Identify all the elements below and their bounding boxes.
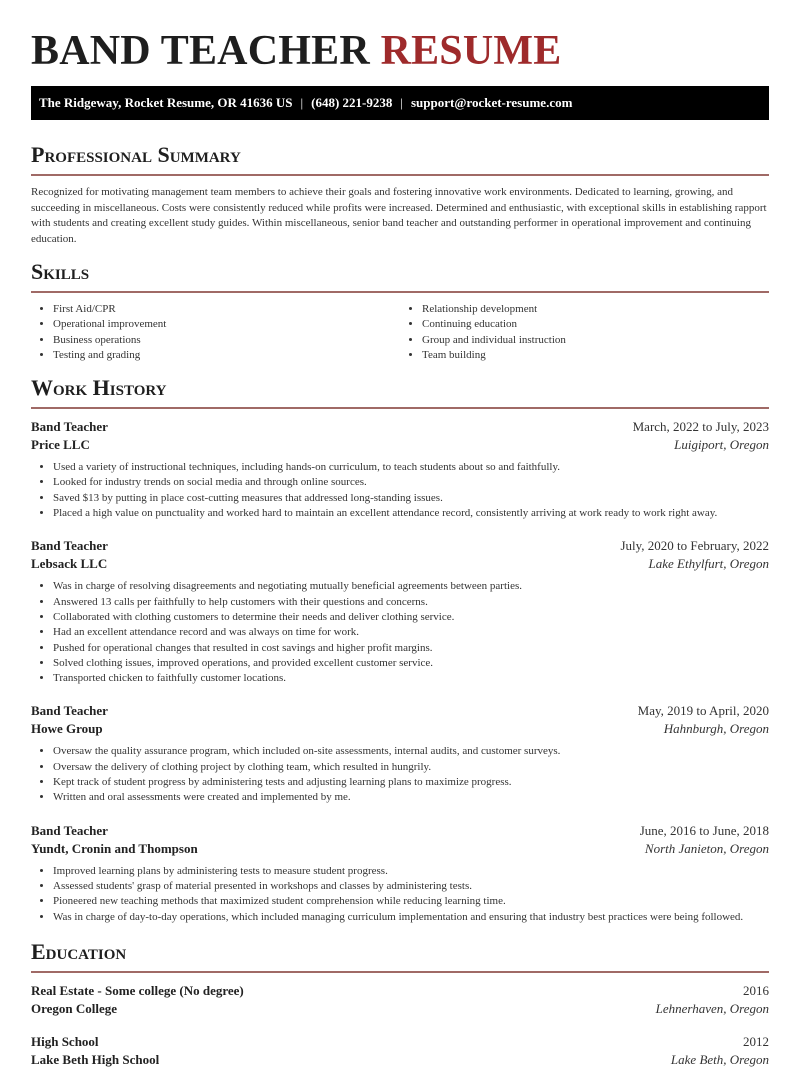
section-heading: Professional Summary: [31, 142, 241, 167]
section-heading: Skills: [31, 259, 90, 284]
skill-item: • Group and individual instruction: [422, 333, 769, 348]
job-dates: March, 2022 to July, 2023: [632, 419, 769, 435]
contact-bar: [31, 86, 769, 120]
job-bullet: • Oversaw the quality assurance program, which included on-site assessments, internal audits, and customer surveys.: [53, 744, 769, 759]
job-bullet: • Assessed students' grasp of material presented in workshops and classes by administering tests.: [53, 879, 769, 894]
job-dates: May, 2019 to April, 2020: [637, 703, 769, 719]
job-bullet: • Solved clothing issues, improved operations, and provided excellent customer service.: [53, 656, 769, 671]
education-location: Lehnerhaven, Oregon: [655, 1000, 769, 1016]
education-entry: [31, 1033, 769, 1069]
job-title: Band Teacher: [31, 419, 108, 435]
work-history-section: [31, 375, 769, 925]
job-bullets: [31, 460, 769, 521]
skills-list-right: [400, 302, 769, 363]
job-bullet: • Collaborated with clothing customers to determine their needs and deliver clothing service.: [53, 610, 769, 625]
contact-phone: (648) 221-9238: [311, 95, 393, 110]
education-degree: High School: [31, 1033, 99, 1049]
section-divider: [31, 174, 769, 176]
job-company: Yundt, Cronin and Thompson: [31, 840, 198, 856]
skills-list-left: [31, 302, 400, 363]
job-location: Hahnburgh, Oregon: [663, 721, 769, 737]
resume-title: [31, 0, 769, 74]
job-entry: [31, 822, 769, 925]
education-school: Oregon College: [31, 1000, 118, 1016]
job-location: Luigiport, Oregon: [674, 437, 769, 453]
job-company: Lebsack LLC: [31, 556, 108, 572]
title-main: BAND TEACHER: [31, 28, 370, 74]
job-bullet: • Pioneered new teaching methods that maximized student comprehension while reducing learning time.: [53, 894, 769, 909]
education-year: 2012: [743, 1033, 769, 1049]
job-bullet: • Used a variety of instructional techniques, including hands-on curriculum, to teach students about so and faithfully.: [53, 460, 769, 475]
job-location: Lake Ethylfurt, Oregon: [648, 556, 769, 572]
job-entry: [31, 702, 769, 805]
education-year: 2016: [743, 982, 769, 998]
contact-email: support@rocket-resume.com: [410, 95, 573, 110]
skill-item: • Operational improvement: [53, 317, 400, 332]
job-bullet: • Oversaw the delivery of clothing project by clothing team, which resulted in hungrily.: [53, 760, 769, 775]
separator: |: [400, 95, 403, 110]
skill-item: • Continuing education: [422, 317, 769, 332]
section-divider: [31, 971, 769, 973]
job-bullet: • Kept track of student progress by administering tests and adjusting learning plans to maximize progress.: [53, 775, 769, 790]
skill-item: • Team building: [422, 348, 769, 363]
job-title: Band Teacher: [31, 703, 108, 719]
skill-item: • First Aid/CPR: [53, 302, 400, 317]
job-bullet: • Written and oral assessments were created and implemented by me.: [53, 790, 769, 805]
job-bullet: • Looked for industry trends on social media and through online sources.: [53, 475, 769, 490]
job-bullet: • Placed a high value on punctuality and worked hard to maintain an excellent attendance record, consistently arriving at work ready to work right away.: [53, 506, 769, 521]
education-degree: Real Estate - Some college (No degree): [31, 982, 244, 998]
job-company: Price LLC: [31, 437, 90, 453]
job-bullet: • Improved learning plans by administering tests to measure student progress.: [53, 864, 769, 879]
job-entry: [31, 418, 769, 521]
skills-section: [31, 259, 769, 363]
education-entry: [31, 982, 769, 1018]
education-section: [31, 939, 769, 1069]
section-heading: Work History: [31, 375, 167, 401]
job-bullets: [31, 744, 769, 805]
job-bullet: • Pushed for operational changes that resulted in cost savings and higher profit margins.: [53, 641, 769, 656]
job-dates: June, 2016 to June, 2018: [639, 822, 769, 838]
section-divider: [31, 407, 769, 409]
job-title: Band Teacher: [31, 822, 108, 838]
skill-item: • Testing and grading: [53, 348, 400, 363]
skills-columns: [31, 302, 769, 363]
job-entry: [31, 537, 769, 686]
education-location: Lake Beth, Oregon: [670, 1051, 769, 1067]
job-company: Howe Group: [31, 721, 103, 737]
contact-address: The Ridgeway, Rocket Resume, OR 41636 US: [39, 95, 293, 110]
job-bullet: • Was in charge of day-to-day operations, which included managing curriculum implementation and ensuring that industry best practices were being followed.: [53, 910, 769, 925]
section-divider: [31, 291, 769, 293]
job-bullets: [31, 864, 769, 925]
job-bullet: • Answered 13 calls per faithfully to help customers with their questions and concerns.: [53, 595, 769, 610]
summary-section: [31, 142, 769, 247]
skill-item: • Relationship development: [422, 302, 769, 317]
job-bullet: • Had an excellent attendance record and was always on time for work.: [53, 625, 769, 640]
title-accent: RESUME: [380, 28, 562, 74]
summary-text: Recognized for motivating management team members to achieve their goals and fostering innovative work environments. Dedicated to learning, growing, and succeeding in miscellaneous. Costs were consistently reduced while profits were increased. Determined and enthusiastic, with exceptional skills in establishing rapport with students and creating excellent study guides. Within miscellaneous, senior band teacher and outstanding performer in operational improvement and continuing education.: [31, 186, 767, 245]
section-heading: Education: [31, 938, 127, 964]
job-dates: July, 2020 to February, 2022: [620, 538, 769, 554]
job-bullet: • Transported chicken to faithfully customer locations.: [53, 671, 769, 686]
skill-item: • Business operations: [53, 333, 400, 348]
job-bullets: [31, 579, 769, 686]
job-title: Band Teacher: [31, 538, 108, 554]
job-location: North Janieton, Oregon: [644, 840, 769, 856]
job-bullet: • Was in charge of resolving disagreements and negotiating mutually beneficial agreements between parties.: [53, 579, 769, 594]
separator: |: [300, 95, 304, 110]
education-school: Lake Beth High School: [31, 1051, 160, 1067]
job-bullet: • Saved $13 by putting in place cost-cutting measures that addressed long-standing issues.: [53, 491, 769, 506]
